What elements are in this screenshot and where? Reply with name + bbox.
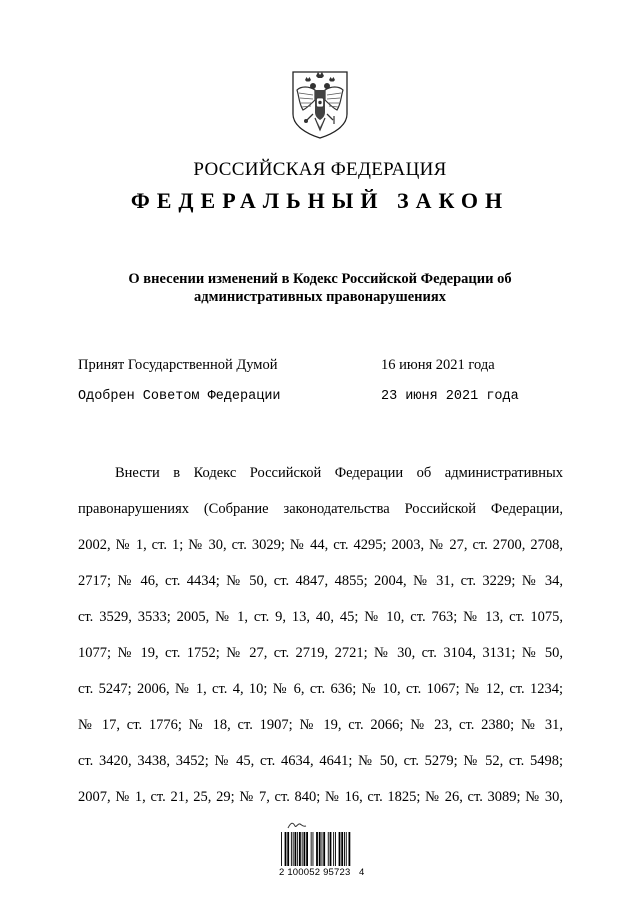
- barcode-bar: [346, 832, 347, 866]
- barcode-number: 2 100052 95723 4: [279, 867, 365, 878]
- adopted-label: Принят Государственной Думой: [78, 357, 278, 373]
- barcode-bar: [291, 832, 292, 866]
- approved-date: 23 июня 2021 года: [381, 389, 519, 404]
- barcode-bar: [293, 832, 294, 866]
- barcode-bar: [322, 832, 323, 866]
- barcode-bar: [339, 832, 341, 866]
- barcode-icon: [281, 832, 369, 866]
- barcode-bar: [285, 832, 287, 866]
- barcode: [279, 820, 371, 878]
- country-name: РОССИЙСКАЯ ФЕДЕРАЦИЯ: [193, 159, 447, 180]
- body-line: ст. 5247; 2006, № 1, ст. 4, 10; № 6, ст. 636; № 10, ст. 1067; № 12, ст. 1234;: [78, 681, 563, 697]
- barcode-bar: [311, 832, 312, 866]
- barcode-bar: [302, 832, 303, 866]
- body-line: 2007, № 1, ст. 21, 25, 29; № 7, ст. 840; № 16, ст. 1825; № 26, ст. 3089; № 30,: [78, 789, 563, 805]
- law-title-line: О внесении изменений в Кодекс Российской Федерации об: [128, 271, 512, 287]
- law-title: [90, 270, 550, 306]
- barcode-bar: [333, 832, 334, 866]
- approved-label: Одобрен Советом Федерации: [78, 389, 281, 404]
- body-line: 2002, № 1, ст. 1; № 30, ст. 3029; № 44, ст. 4295; 2003, № 27, ст. 2700, 2708,: [78, 537, 563, 553]
- barcode-bar: [306, 832, 308, 866]
- law-body: [78, 455, 563, 815]
- coat-of-arms-icon: [289, 68, 351, 140]
- body-line: ст. 3529, 3533; 2005, № 1, ст. 9, 13, 40, 45; № 10, ст. 763; № 13, ст. 1075,: [78, 609, 563, 625]
- body-line: № 17, ст. 1776; № 18, ст. 1907; № 19, ст. 2066; № 23, ст. 2380; № 31,: [78, 717, 563, 733]
- barcode-bar: [299, 832, 301, 866]
- document-type: ФЕДЕРАЛЬНЫЙ ЗАКОН: [130, 188, 510, 213]
- adopted-date: 16 июня 2021 года: [381, 357, 495, 373]
- barcode-bar: [316, 832, 318, 866]
- body-line: 1077; № 19, ст. 1752; № 27, ст. 2719, 2721; № 30, ст. 3104, 3131; № 50,: [78, 645, 563, 661]
- barcode-bar: [323, 832, 325, 866]
- barcode-bar: [330, 832, 332, 866]
- body-line: 2717; № 46, ст. 4434; № 50, ст. 4847, 4855; 2004, № 31, ст. 3229; № 34,: [78, 573, 563, 589]
- barcode-bar: [295, 832, 297, 866]
- barcode-bar: [344, 832, 345, 866]
- barcode-bar: [313, 832, 314, 866]
- barcode-bar: [341, 832, 343, 866]
- barcode-bar: [297, 832, 298, 866]
- barcode-bar: [281, 832, 282, 866]
- barcode-bar: [319, 832, 321, 866]
- body-line: ст. 3420, 3438, 3452; № 45, ст. 4634, 4641; № 50, ст. 5279; № 52, ст. 5498;: [78, 753, 563, 769]
- law-title-line: административных правонарушениях: [194, 289, 446, 305]
- barcode-bar: [328, 832, 329, 866]
- barcode-bar: [349, 832, 351, 866]
- signature-mark-icon: [287, 820, 307, 830]
- body-line: правонарушениях (Собрание законодательства Российской Федерации,: [78, 501, 563, 517]
- body-line: Внести в Кодекс Российской Федерации об административных: [115, 465, 563, 481]
- barcode-bar: [335, 832, 336, 866]
- barcode-bar: [287, 832, 289, 866]
- barcode-bar: [304, 832, 306, 866]
